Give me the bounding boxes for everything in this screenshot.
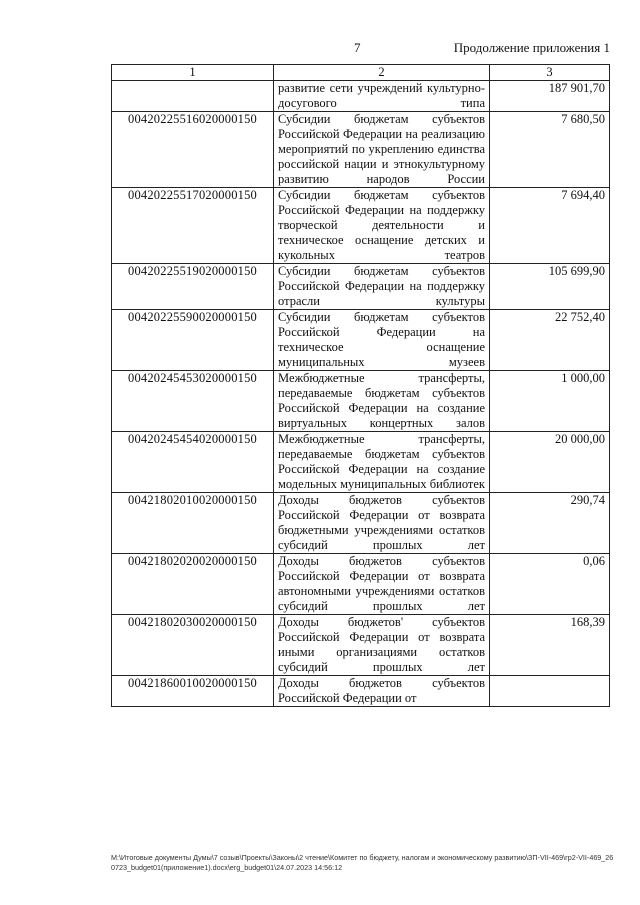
table-header-row — [112, 65, 610, 81]
row-description: Доходы бюджетов субъектов Российской Федерации от возврата автономными учреждениями остатков субсидий прошлых лет — [274, 554, 490, 615]
row-code: 00421860010020000150 — [112, 676, 274, 707]
row-amount: 1 000,00 — [490, 371, 610, 432]
column-header-3: 3 — [490, 65, 610, 81]
row-description: Межбюджетные трансферты, передаваемые бюджетам субъектов Российской Федерации на создание модельных муниципальных библиотек — [274, 432, 490, 493]
table-row — [112, 264, 610, 310]
page-number: 7 — [354, 40, 361, 55]
document-path-footer: М:\Итоговые документы Думы\7 созыв\Проекты\Законы\2 чтение\Комитет по бюджету, налогам и экономическому развитию\ЗП-VII-469\гр2-VII-469_260723_budget01(приложение1).docx\erg_budget01\24.07.2023 14:56:12 — [111, 853, 614, 872]
column-header-2: 2 — [274, 65, 490, 81]
table-row — [112, 310, 610, 371]
row-amount: 168,39 — [490, 615, 610, 676]
row-amount: 187 901,70 — [490, 81, 610, 112]
row-amount: 290,74 — [490, 493, 610, 554]
row-code: 00421802020020000150 — [112, 554, 274, 615]
row-code: 00421802010020000150 — [112, 493, 274, 554]
table-row — [112, 615, 610, 676]
row-description: Доходы бюджетов субъектов Российской Федерации от возврата бюджетными учреждениями остатков субсидий прошлых лет — [274, 493, 490, 554]
table-row — [112, 554, 610, 615]
row-description: Доходы бюджетов' субъектов Российской Федерации от возврата иными организациями остатков субсидий прошлых лет — [274, 615, 490, 676]
row-description: Доходы бюджетов субъектов Российской Федерации от — [274, 676, 490, 707]
row-description: Субсидии бюджетам субъектов Российской Федерации на реализацию мероприятий по укреплению единства российской нации и этнокультурному развитию народов России — [274, 112, 490, 188]
table-row — [112, 432, 610, 493]
row-description: Субсидии бюджетам субъектов Российской Федерации на поддержку творческой деятельности и техническое оснащение детских и кукольных театров — [274, 188, 490, 264]
appendix-continuation-label: Продолжение приложения 1 — [453, 40, 610, 55]
row-description: Межбюджетные трансферты, передаваемые бюджетам субъектов Российской Федерации на создание виртуальных концертных залов — [274, 371, 490, 432]
table-row — [112, 371, 610, 432]
table-row — [112, 493, 610, 554]
row-description: развитие сети учреждений культурно-досугового типа — [274, 81, 490, 112]
row-code: 00420225516020000150 — [112, 112, 274, 188]
row-amount: 22 752,40 — [490, 310, 610, 371]
table-row — [112, 188, 610, 264]
row-amount: 20 000,00 — [490, 432, 610, 493]
row-code: 00420245453020000150 — [112, 371, 274, 432]
row-code — [112, 81, 274, 112]
column-header-1: 1 — [112, 65, 274, 81]
row-code: 00420225517020000150 — [112, 188, 274, 264]
table-row — [112, 81, 610, 112]
row-amount — [490, 676, 610, 707]
table-row — [112, 112, 610, 188]
row-code: 00420225519020000150 — [112, 264, 274, 310]
table-row — [112, 676, 610, 707]
row-code: 00420225590020000150 — [112, 310, 274, 371]
row-description: Субсидии бюджетам субъектов Российской Федерации на поддержку отрасли культуры — [274, 264, 490, 310]
row-code: 00421802030020000150 — [112, 615, 274, 676]
budget-table — [111, 64, 610, 707]
row-amount: 7 680,50 — [490, 112, 610, 188]
row-amount: 7 694,40 — [490, 188, 610, 264]
row-code: 00420245454020000150 — [112, 432, 274, 493]
row-amount: 0,06 — [490, 554, 610, 615]
row-description: Субсидии бюджетам субъектов Российской Федерации на техническое оснащение муниципальных музеев — [274, 310, 490, 371]
row-amount: 105 699,90 — [490, 264, 610, 310]
